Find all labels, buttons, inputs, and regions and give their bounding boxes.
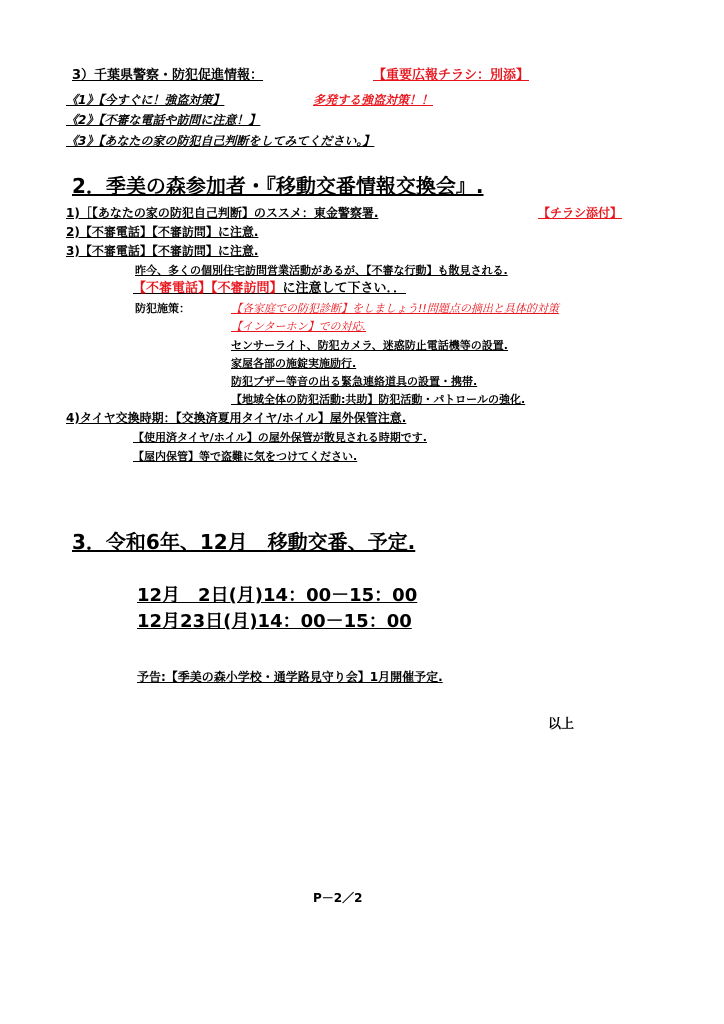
measure-item: 【各家庭での防犯診断】をしましょう!!問題点の摘出と具体的対策 <box>231 302 559 315</box>
section2-item-4: 4)タイヤ交換時期：【交換済夏用タイヤ/ホイル】屋外保管注意. <box>66 411 407 425</box>
measure-item: 【インターホン】での対応. <box>231 320 367 333</box>
measure-item: 【地域全体の防犯活動:共助】防犯活動・パトロールの強化. <box>231 393 526 406</box>
schedule-date-1: 12月 2日(月)14：00－15：00 <box>137 585 418 606</box>
section1-item-3: 《3》【あなたの家の防犯自己判断をしてみてください。】 <box>66 134 375 148</box>
section2-item-4-line-2: 【屋内保管】等で盗難に気をつけてください. <box>133 450 358 463</box>
section3-notice: 予告:【季美の森小学校・通学路見守り会】1月開催予定. <box>137 670 443 684</box>
measure-item: 家屋各部の施錠実施励行. <box>231 357 357 370</box>
measure-item: センサーライト、防犯カメラ、迷惑防止電話機等の設置. <box>231 339 508 352</box>
section2-item-2: 2)【不審電話】【不審訪問】に注意. <box>66 225 259 239</box>
closing-text: 以上 <box>548 717 575 732</box>
section1-heading-note: 【重要広報チラシ：別添】 <box>373 68 530 83</box>
page-number: P－2／2 <box>313 891 363 905</box>
warning-rest-text: に注意して下さい．． <box>282 281 407 296</box>
section2-item-1-note: 【チラシ添付】 <box>538 206 623 220</box>
section3-heading: 3．令和6年、12月 移動交番、予定. <box>72 530 416 554</box>
section2-item-3: 3)【不審電話】【不審訪問】に注意. <box>66 244 259 258</box>
section2-item-4-line-1: 【使用済タイヤ/ホイル】の屋外保管が散見される時期です. <box>133 431 427 444</box>
section1-item-2: 《2》【不審な電話や訪問に注意！】 <box>66 113 261 127</box>
section1-heading <box>72 69 263 84</box>
section2-item-1: 1)［【あなたの家の防犯自己判断】のススメ：東金警察署. <box>66 206 379 220</box>
section2-heading: 2．季美の森参加者・『移動交番情報交換会』. <box>72 174 484 198</box>
schedule-date-2: 12月23日(月)14：00－15：00 <box>137 611 412 632</box>
section1-item-1-note: 多発する強盗対策！！ <box>313 93 434 107</box>
section2-item-3-desc: 昨今、多くの個別住宅訪問営業活動があるが、【不審な行動】も散見される. <box>135 264 508 277</box>
measure-item: 防犯ブザー等音の出る緊急連絡道具の設置・携帯. <box>231 375 478 388</box>
warning-red-text: 【不審電話】【不審訪問】 <box>133 281 283 296</box>
section1-item-1: 《1》【今すぐに！強盗対策】 <box>66 93 225 107</box>
section1-heading-text: 3）千葉県警察・防犯促進情報： <box>72 68 264 83</box>
section2-item-3-warning <box>133 282 406 297</box>
measures-label: 防犯施策： <box>135 302 190 315</box>
